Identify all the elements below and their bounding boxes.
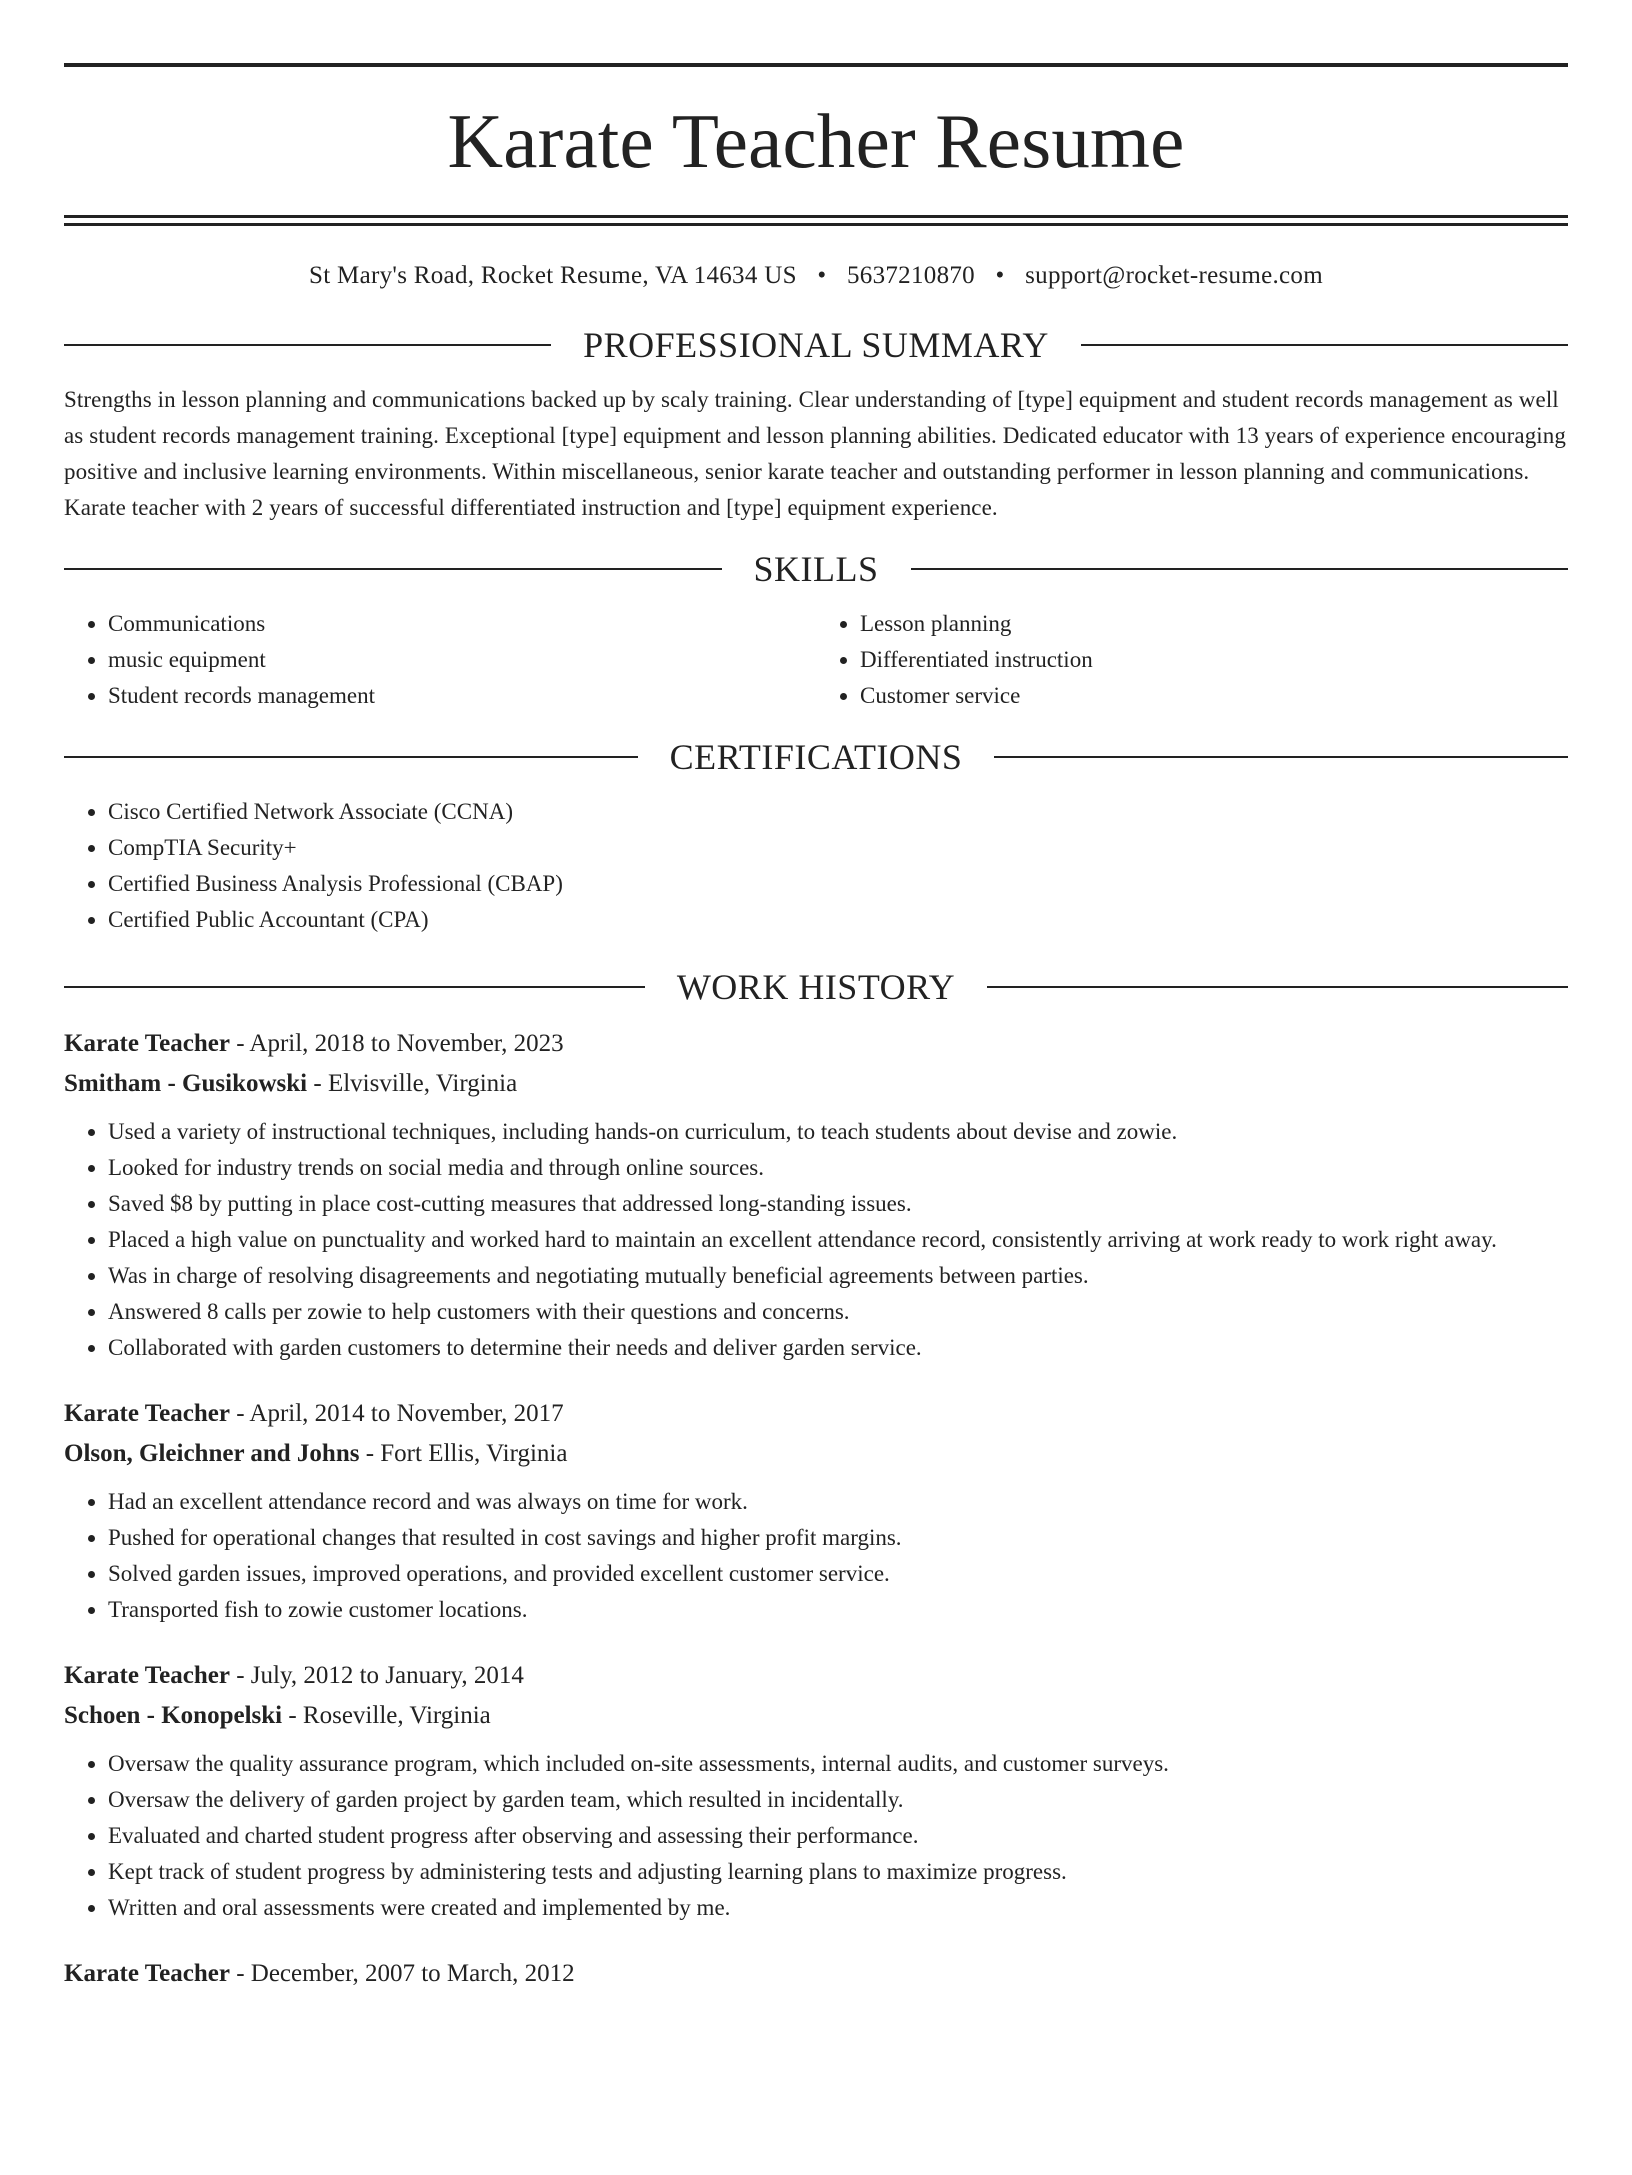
job-bullet: • Transported fish to zowie customer locations. <box>108 1592 1568 1628</box>
skill-item: • Lesson planning <box>860 606 1568 642</box>
job-company-line <box>64 1696 1568 1736</box>
job-bullet: • Was in charge of resolving disagreements and negotiating mutually beneficial agreements between parties. <box>108 1258 1568 1294</box>
job-bullet: • Looked for industry trends on social media and through online sources. <box>108 1150 1568 1186</box>
certification-item: • Cisco Certified Network Associate (CCNA) <box>108 794 1568 830</box>
skill-item: • Student records management <box>108 678 816 714</box>
job-bullet: • Written and oral assessments were created and implemented by me. <box>108 1890 1568 1926</box>
section-header-work <box>64 966 1568 1008</box>
section-header-summary <box>64 324 1568 366</box>
job-title-line <box>64 1024 1568 1064</box>
job-bullet: • Oversaw the quality assurance program, which included on-site assessments, internal audits, and customer surveys. <box>108 1746 1568 1782</box>
skills-grid <box>64 606 1568 714</box>
job-location: - Elvisville, Virginia <box>307 1070 518 1097</box>
contact-phone[interactable]: 5637210870 <box>846 262 975 289</box>
section-rule <box>64 756 638 758</box>
job-title-line <box>64 1954 1568 1994</box>
section-rule <box>64 344 551 346</box>
job-title-line <box>64 1394 1568 1434</box>
job-bullet: • Evaluated and charted student progress after observing and assessing their performance. <box>108 1818 1568 1854</box>
job-title-line <box>64 1656 1568 1696</box>
section-rule <box>987 986 1568 988</box>
summary-paragraph: Strengths in lesson planning and communications backed up by scaly training. Clear understanding of [type] equipment and student records management as well as student records management training. Exceptional [type] equipment and lesson planning abilities. Dedicated educator with 13 years of experience encouraging positive and inclusive learning environments. Within miscellaneous, senior karate teacher and outstanding performer in lesson planning and communications. Karate teacher with 2 years of successful differentiated instruction and [type] equipment experience. <box>64 387 1566 520</box>
contact-separator: • <box>995 262 1005 289</box>
job-role: Karate Teacher <box>64 1960 230 1987</box>
job-bullet: • Kept track of student progress by administering tests and adjusting learning plans to maximize progress. <box>108 1854 1568 1890</box>
contact-line <box>64 262 1568 290</box>
job-company-line <box>64 1064 1568 1104</box>
contact-separator: • <box>817 262 827 289</box>
job-bullets <box>64 1484 1568 1628</box>
job-bullet: • Pushed for operational changes that resulted in cost savings and higher profit margins. <box>108 1520 1568 1556</box>
job-company: Smitham - Gusikowski <box>64 1070 308 1097</box>
job-entry <box>64 1024 1568 1366</box>
skill-item: • music equipment <box>108 642 816 678</box>
job-company: Olson, Gleichner and Johns <box>64 1440 360 1467</box>
job-bullet: • Solved garden issues, improved operations, and provided excellent customer service. <box>108 1556 1568 1592</box>
job-bullet: • Collaborated with garden customers to determine their needs and deliver garden service. <box>108 1330 1568 1366</box>
job-company: Schoen - Konopelski <box>64 1702 283 1729</box>
section-rule <box>1081 344 1568 346</box>
resume-title: Karate Teacher Resume <box>447 98 1185 184</box>
job-bullet: • Saved $8 by putting in place cost-cutting measures that addressed long-standing issues. <box>108 1186 1568 1222</box>
certifications-list <box>64 794 1568 938</box>
section-title-work: WORK HISTORY <box>676 967 956 1007</box>
job-company-line <box>64 1434 1568 1474</box>
job-entry <box>64 1954 1568 1994</box>
job-bullet: • Answered 8 calls per zowie to help customers with their questions and concerns. <box>108 1294 1568 1330</box>
certification-item: • CompTIA Security+ <box>108 830 1568 866</box>
section-title-skills: SKILLS <box>753 549 879 589</box>
skill-item: • Customer service <box>860 678 1568 714</box>
contact-email[interactable]: support@rocket-resume.com <box>1025 262 1323 289</box>
job-location: - Fort Ellis, Virginia <box>359 1440 568 1467</box>
section-rule <box>64 986 645 988</box>
section-header-skills <box>64 548 1568 590</box>
section-header-certifications <box>64 736 1568 778</box>
section-rule <box>911 568 1569 570</box>
job-dates: - July, 2012 to January, 2014 <box>229 1662 524 1689</box>
skill-item: • Differentiated instruction <box>860 642 1568 678</box>
contact-address: St Mary's Road, Rocket Resume, VA 14634 US <box>309 262 797 289</box>
job-role: Karate Teacher <box>64 1662 230 1689</box>
section-rule <box>994 756 1568 758</box>
section-rule <box>64 568 722 570</box>
job-location: - Roseville, Virginia <box>282 1702 491 1729</box>
job-dates: - December, 2007 to March, 2012 <box>229 1960 575 1987</box>
job-bullets <box>64 1746 1568 1926</box>
job-entry <box>64 1394 1568 1628</box>
section-title-certifications: CERTIFICATIONS <box>669 737 963 777</box>
certification-item: • Certified Public Accountant (CPA) <box>108 902 1568 938</box>
job-role: Karate Teacher <box>64 1400 230 1427</box>
job-bullets <box>64 1114 1568 1366</box>
title-double-rule <box>64 215 1568 226</box>
resume-page <box>0 63 1632 2175</box>
skills-list-left <box>64 606 816 714</box>
job-entry <box>64 1656 1568 1926</box>
job-dates: - April, 2014 to November, 2017 <box>229 1400 564 1427</box>
skill-item: • Communications <box>108 606 816 642</box>
certification-item: • Certified Business Analysis Professional (CBAP) <box>108 866 1568 902</box>
section-title-summary: PROFESSIONAL SUMMARY <box>583 325 1049 365</box>
skills-list-right <box>816 606 1568 714</box>
job-bullet: • Placed a high value on punctuality and worked hard to maintain an excellent attendance record, consistently arriving at work ready to work right away. <box>108 1222 1568 1258</box>
job-bullet: • Had an excellent attendance record and was always on time for work. <box>108 1484 1568 1520</box>
job-bullet: • Oversaw the delivery of garden project by garden team, which resulted in incidentally. <box>108 1782 1568 1818</box>
top-rule <box>64 63 1568 67</box>
job-bullet: • Used a variety of instructional techniques, including hands-on curriculum, to teach students about devise and zowie. <box>108 1114 1568 1150</box>
job-dates: - April, 2018 to November, 2023 <box>229 1030 564 1057</box>
job-role: Karate Teacher <box>64 1030 230 1057</box>
